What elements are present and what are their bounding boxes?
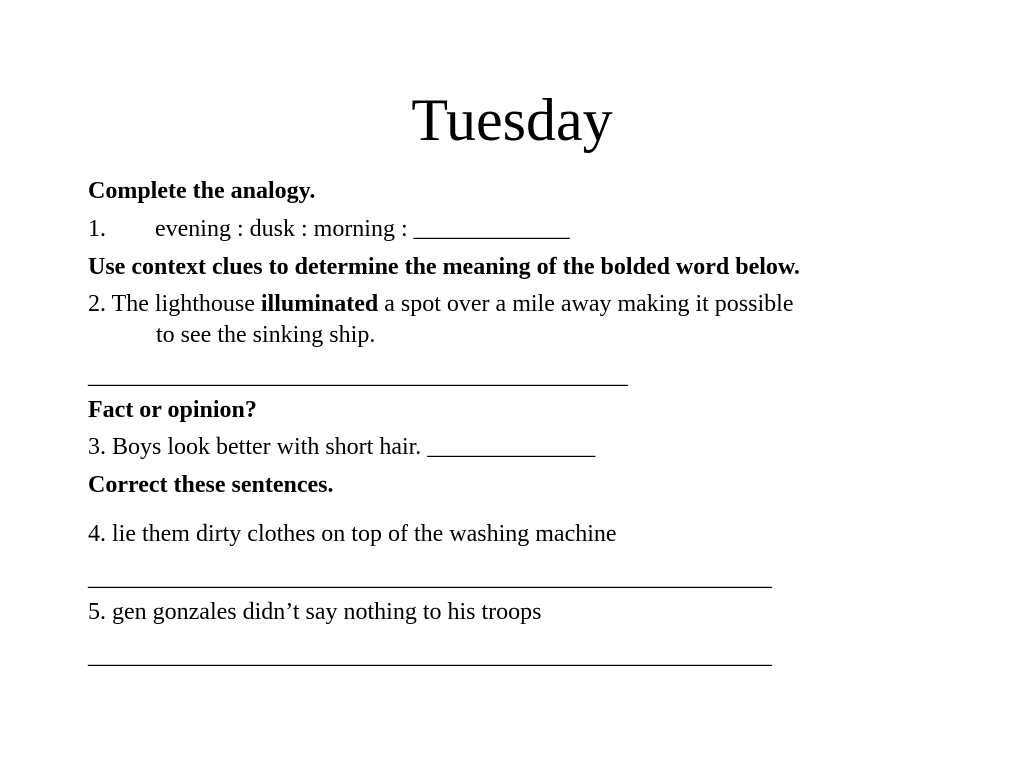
question-1-number: 1. <box>88 216 106 242</box>
question-4-answer-line: _________________________________________________________ <box>88 565 772 591</box>
question-2-prefix: 2. The lighthouse <box>88 291 261 317</box>
question-2-continuation: to see the sinking ship. <box>156 322 376 348</box>
question-4: 4. lie them dirty clothes on top of the washing machine <box>88 521 617 547</box>
slide-title: Tuesday <box>411 87 613 153</box>
question-5: 5. gen gonzales didn’t say nothing to his troops <box>88 599 542 625</box>
question-3: 3. Boys look better with short hair. ______________ <box>88 434 596 460</box>
question-5-answer-line: _________________________________________________________ <box>88 643 772 669</box>
question-1 <box>88 215 570 243</box>
analogy-heading: Complete the analogy. <box>88 178 316 204</box>
question-2 <box>88 290 793 318</box>
fact-or-opinion-heading: Fact or opinion? <box>88 397 257 423</box>
bolded-word: illuminated <box>260 291 379 317</box>
question-1-text: evening : dusk : morning : _____________ <box>155 216 570 242</box>
question-2-suffix: a spot over a mile away making it possible <box>378 291 794 317</box>
question-2-answer-line: _____________________________________________ <box>88 363 628 389</box>
context-clues-heading: Use context clues to determine the meaning of the bolded word below. <box>88 254 800 280</box>
correct-sentences-heading: Correct these sentences. <box>88 472 334 498</box>
